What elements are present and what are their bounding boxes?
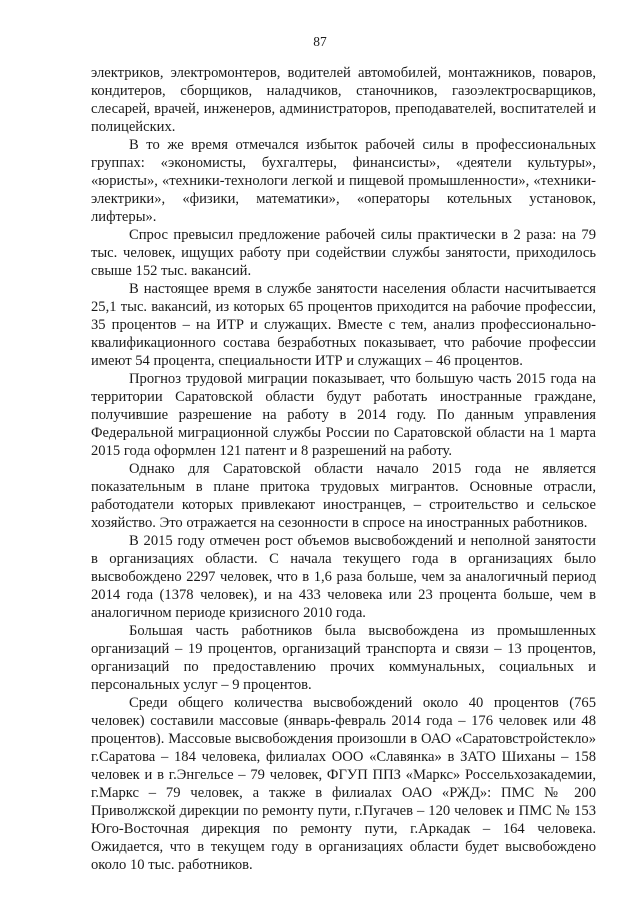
document-body: [91, 64, 596, 874]
paragraph-professions-shortage: электриков, электромонтеров, водителей автомобилей, монтажников, поваров, кондитеров, сборщиков, наладчиков, станочников, газоэлектросварщиков, слесарей, врачей, инженеров, администраторов, преподавателей, воспитателей и полицейских.: [91, 65, 596, 135]
paragraph-labor-surplus: В то же время отмечался избыток рабочей силы в профессиональных группах: «экономисты, бухгалтеры, финансисты», «деятели культуры», «юристы», «техники-технологи легкой и пищевой промышленности», «техники-электрики», «физики, математики», «операторы котельных установок, лифтеры».: [91, 137, 596, 225]
paragraph-migration-forecast: Прогноз трудовой миграции показывает, что большую часть 2015 года на территории Саратовской области будут работать иностранные граждане, получившие разрешение на работу в 2014 году. По данным управления Федеральной миграционной службы России по Саратовской области на 1 марта 2015 года оформлен 121 патент и 8 разрешений на работу.: [91, 371, 596, 459]
paragraph-demand-supply: Спрос превысил предложение рабочей силы практически в 2 раза: на 79 тыс. человек, ищущих работу при содействии службы занятости, приходилось свыше 152 тыс. вакансий.: [91, 227, 596, 279]
paragraph-current-vacancies: В настоящее время в службе занятости населения области насчитывается 25,1 тыс. вакансий, из которых 65 процентов приходится на рабочие профессии, 35 процентов – на ИТР и служащих. Вместе с тем, анализ профессионально-квалификационного состава безработных показывает, что рабочие профессии имеют 54 процента, специальности ИТР и служащих – 46 процентов.: [91, 281, 596, 369]
paragraph-migrant-inflow: Однако для Саратовской области начало 2015 года не является показательным в плане притока трудовых мигрантов. Основные отрасли, работодатели которых привлекают иностранцев, – строительство и сельское хозяйство. Это отражается на сезонности в спросе на иностранных работников.: [91, 461, 596, 531]
page-number: 87: [313, 34, 327, 49]
paragraph-layoffs-growth: В 2015 году отмечен рост объемов высвобождений и неполной занятости в организациях области. С начала текущего года в организациях было высвобождено 2297 человек, что в 1,6 раза больше, чем за аналогичный период 2014 года (1378 человек), и на 433 человека или 23 процента больше, чем в аналогичном периоде кризисного 2010 года.: [91, 533, 596, 621]
paragraph-mass-layoffs: Среди общего количества высвобождений около 40 процентов (765 человек) составили массовые (январь-февраль 2014 года – 176 человек или 48 процентов). Массовые высвобождения произошли в ОАО «Саратовстройстекло» г.Саратова – 184 человека, филиалах ООО «Славянка» в ЗАТО Шиханы – 158 человек и в г.Энгельсе – 79 человек, ФГУП ППЗ «Маркс» Россельхозакадемии, г.Маркс – 79 человек, а также в филиалах ОАО «РЖД»: ПМС № 200 Приволжской дирекции по ремонту пути, г.Пугачев – 120 человек и ПМС № 153 Юго-Восточная дирекция по ремонту пути, г.Аркадак – 164 человека. Ожидается, что в текущем году в организациях области будет высвобождено около 10 тыс. работников.: [91, 695, 596, 873]
paragraph-layoffs-by-sector: Большая часть работников была высвобождена из промышленных организаций – 19 процентов, организаций транспорта и связи – 13 процентов, организаций по предоставлению прочих коммунальных, социальных и персональных услуг – 9 процентов.: [91, 623, 596, 693]
